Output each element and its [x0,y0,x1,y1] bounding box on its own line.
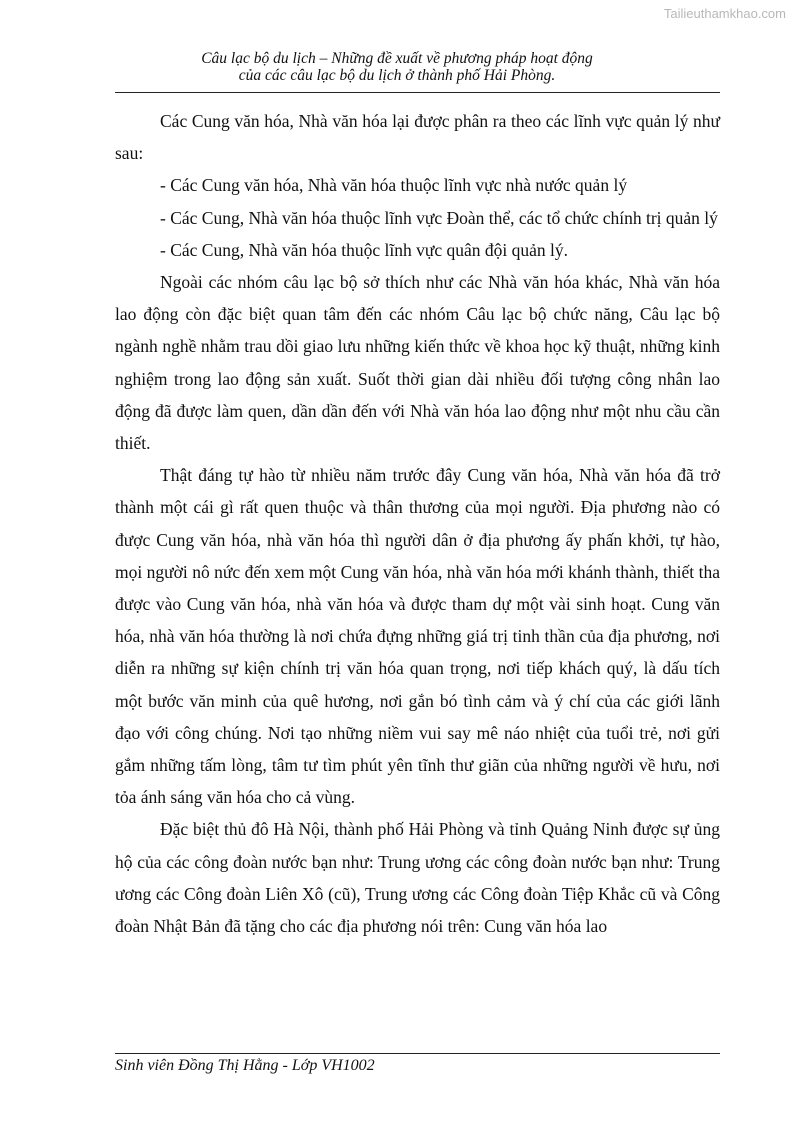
paragraph-1: Các Cung văn hóa, Nhà văn hóa lại được phân ra theo các lĩnh vực quản lý như sau: [115,111,720,164]
list-item-union: - Các Cung, Nhà văn hóa thuộc lĩnh vực Đoàn thể, các tổ chức chính trị quản lý [160,207,718,228]
paragraph-3: Thật đáng tự hào từ nhiều năm trước đây Cung văn hóa, Nhà văn hóa đã trở thành một cái gì rất quen thuộc và thân thương của mọi người. Địa phương nào có được Cung văn hóa, nhà văn hóa thì người dân ở địa phương ấy phấn khởi, tự hào, mọi người nô nức đến xem một Cung văn hóa, nhà văn hóa mới khánh thành, thiết tha được vào Cung văn hóa, nhà văn hóa và được tham dự một vài sinh hoạt. Cung văn hóa, nhà văn hóa thường là nơi chứa đựng những giá trị tinh thần của địa phương, nơi diễn ra những sự kiện chính trị văn hóa quan trọng, nơi tiếp khách quý, là dấu tích một bước văn minh của quê hương, nơi gắn bó tình cảm và ý chí của các giới lãnh đạo với công chúng. Nơi tạo những niềm vui say mê náo nhiệt của tuổi trẻ, nơi gửi gắm những tấm lòng, tâm tư tìm phút yên tĩnh thư giãn của những người về hưu, nơi tỏa ánh sáng văn hóa cho cả vùng. [115,465,720,808]
header-line-1: Câu lạc bộ du lịch – Những đề xuất về phương pháp hoạt động [201,50,593,67]
list-item-state: - Các Cung văn hóa, Nhà văn hóa thuộc lĩnh vực nhà nước quản lý [160,175,628,196]
page-header [0,50,794,84]
footer-divider [115,1053,720,1054]
header-divider [115,92,720,93]
paragraph-2: Ngoài các nhóm câu lạc bộ sở thích như các Nhà văn hóa khác, Nhà văn hóa lao động còn đặc biệt quan tâm đến các nhóm Câu lạc bộ chức năng, Câu lạc bộ ngành nghề nhằm trau dồi giao lưu những kiến thức về khoa học kỹ thuật, những kinh nghiệm trong lao động sản xuất. Suốt thời gian dài nhiều đối tượng công nhân lao động đã được làm quen, dần dần đến với Nhà văn hóa lao động như một nhu cầu cần thiết. [115,272,720,454]
page-footer: Sinh viên Đồng Thị Hằng - Lớp VH1002 [115,1057,375,1074]
document-body [115,105,720,942]
paragraph-4: Đặc biệt thủ đô Hà Nội, thành phố Hải Phòng và tỉnh Quảng Ninh được sự ủng hộ của các công đoàn nước bạn như: Trung ương các công đoàn nước bạn như: Trung ương các Công đoàn Liên Xô (cũ), Trung ương các Công đoàn Tiệp Khắc cũ và Công đoàn Nhật Bản đã tặng cho các địa phương nói trên: Cung văn hóa lao [115,819,720,937]
watermark: Tailieuthamkhao.com [663,6,786,21]
header-line-2: của các câu lạc bộ du lịch ở thành phố Hải Phòng. [238,67,556,84]
list-item-military: - Các Cung, Nhà văn hóa thuộc lĩnh vực quân đội quản lý. [160,239,569,260]
